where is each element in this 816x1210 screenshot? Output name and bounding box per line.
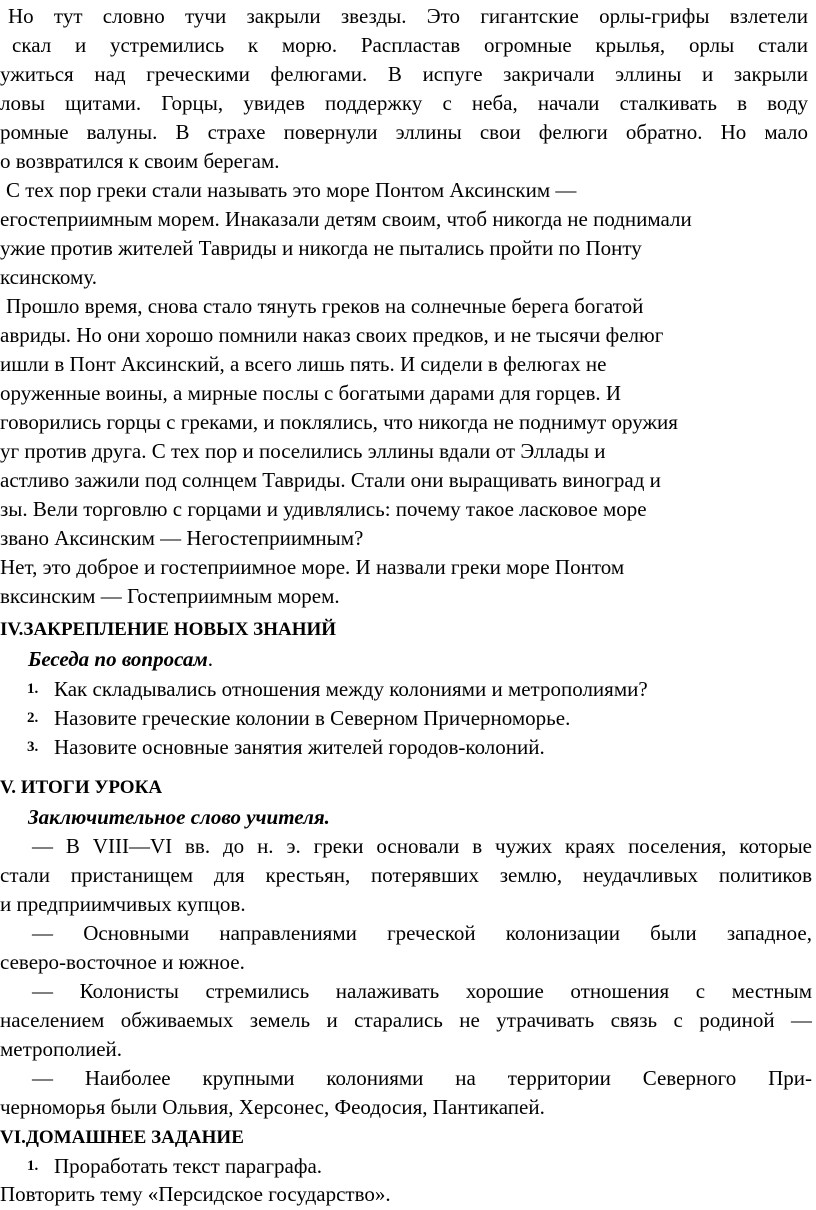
section-5-heading: V. ИТОГИ УРОКА (0, 777, 163, 798)
section-6-heading: VI.ДОМАШНЕЕ ЗАДАНИЕ (0, 1127, 244, 1148)
story-p1-line-4: ловы щитами. Горцы, увидев поддержку с неба, начали сталкивать в воду (0, 91, 808, 115)
summary-point-2-line-2: северо-восточное и южное. (0, 950, 245, 974)
list-item-number: 1. (27, 1158, 39, 1174)
story-p3-line-3: ишли в Понт Аксинский, а всего лишь пять. И сидели в фелюгах не (0, 352, 607, 376)
story-p1-line-5: ромные валуны. В страхе повернули эллины свои фелюги обратно. Но мало (0, 120, 808, 144)
section-4-subheading-text: Беседа по вопросам (28, 647, 208, 671)
story-p3-line-5: говорились горцы с греками, и поклялись, что никогда не поднимут оружия (0, 410, 678, 434)
section-6-last-line: Повторить тему «Персидское государство». (0, 1182, 391, 1206)
summary-point-4-line-1: — Наиболее крупными колониями на территории Северного При- (32, 1066, 812, 1090)
summary-point-2-line-1: — Основными направлениями греческой колонизации были западное, (32, 921, 812, 945)
summary-point-3-line-1: — Колонисты стремились налаживать хорошие отношения с местным (32, 979, 812, 1003)
story-p2-line-3: ужие против жителей Тавриды и никогда не пытались пройти по Понту (0, 236, 642, 260)
story-p3-line-7: астливо зажили под солнцем Тавриды. Стали они выращивать виноград и (0, 468, 661, 492)
story-p1-line-1: Но тут словно тучи закрыли звезды. Это гигантские орлы-грифы взлетели (8, 4, 808, 28)
summary-point-4-line-2: черноморья были Ольвия, Херсонес, Феодосия, Пантикапей. (0, 1095, 545, 1119)
list-item-text: Назовите греческие колонии в Северном Причерноморье. (54, 706, 571, 730)
section-4-heading: IV.ЗАКРЕПЛЕНИЕ НОВЫХ ЗНАНИЙ (0, 619, 337, 640)
summary-point-3-line-2: населением обживаемых земель и старались не утрачивать связь с родиной — (0, 1008, 812, 1032)
list-item-number: 2. (27, 710, 39, 726)
story-p3-line-6: уг против друга. С тех пор и поселились эллины вдали от Эллады и (0, 439, 606, 463)
story-p4-line-1: Нет, это доброе и гостеприимное море. И назвали греки море Понтом (0, 555, 625, 579)
story-p2-line-2: егостеприимным морем. Инаказали детям своим, чтоб никогда не поднимали (0, 207, 692, 231)
section-4-subheading-suffix: . (207, 647, 214, 671)
summary-point-1-line-1: — В VIII—VI вв. до н. э. греки основали в чужих краях поселения, которые (32, 834, 812, 858)
section-5-subheading: Заключительное слово учителя. (28, 805, 330, 829)
story-p1-line-2: скал и устремились к морю. Распластав огромные крылья, орлы стали (12, 33, 808, 57)
story-p3-line-1: Прошло время, снова стало тянуть греков на солнечные берега богатой (6, 294, 644, 318)
story-p4-line-2: вксинским — Гостеприимным морем. (0, 584, 340, 608)
list-item-text: Назовите основные занятия жителей городов-колоний. (54, 735, 545, 759)
story-p2-line-1: С тех пор греки стали называть это море Понтом Аксинским — (6, 178, 577, 202)
story-p3-line-2: авриды. Но они хорошо помнили наказ своих предков, и не тысячи фелюг (0, 323, 664, 347)
story-p1-line-3: ужиться над греческими фелюгами. В испуге закричали эллины и закрыли (0, 62, 808, 86)
story-p3-line-8: зы. Вели торговлю с горцами и удивлялись: почему такое ласковое море (0, 497, 647, 521)
section-4-subheading (0, 646, 816, 672)
list-item-text: Как складывались отношения между колониями и метрополиями? (54, 677, 648, 701)
summary-point-1-line-2: стали пристанищем для крестьян, потерявших землю, неудачливых политиков (0, 863, 812, 887)
summary-point-3-line-3: метрополией. (0, 1037, 123, 1061)
story-p1-line-6: о возвратился к своим берегам. (0, 149, 280, 173)
story-p2-line-4: ксинскому. (0, 265, 97, 289)
list-item-number: 3. (27, 739, 39, 755)
list-item-text: Проработать текст параграфа. (54, 1154, 323, 1178)
story-p3-line-9: звано Аксинским — Негостеприимным? (0, 526, 364, 550)
list-item-number: 1. (27, 681, 39, 697)
summary-point-1-line-3: и предприимчивых купцов. (0, 892, 246, 916)
story-p3-line-4: оруженные воины, а мирные послы с богатыми дарами для горцев. И (0, 381, 622, 405)
